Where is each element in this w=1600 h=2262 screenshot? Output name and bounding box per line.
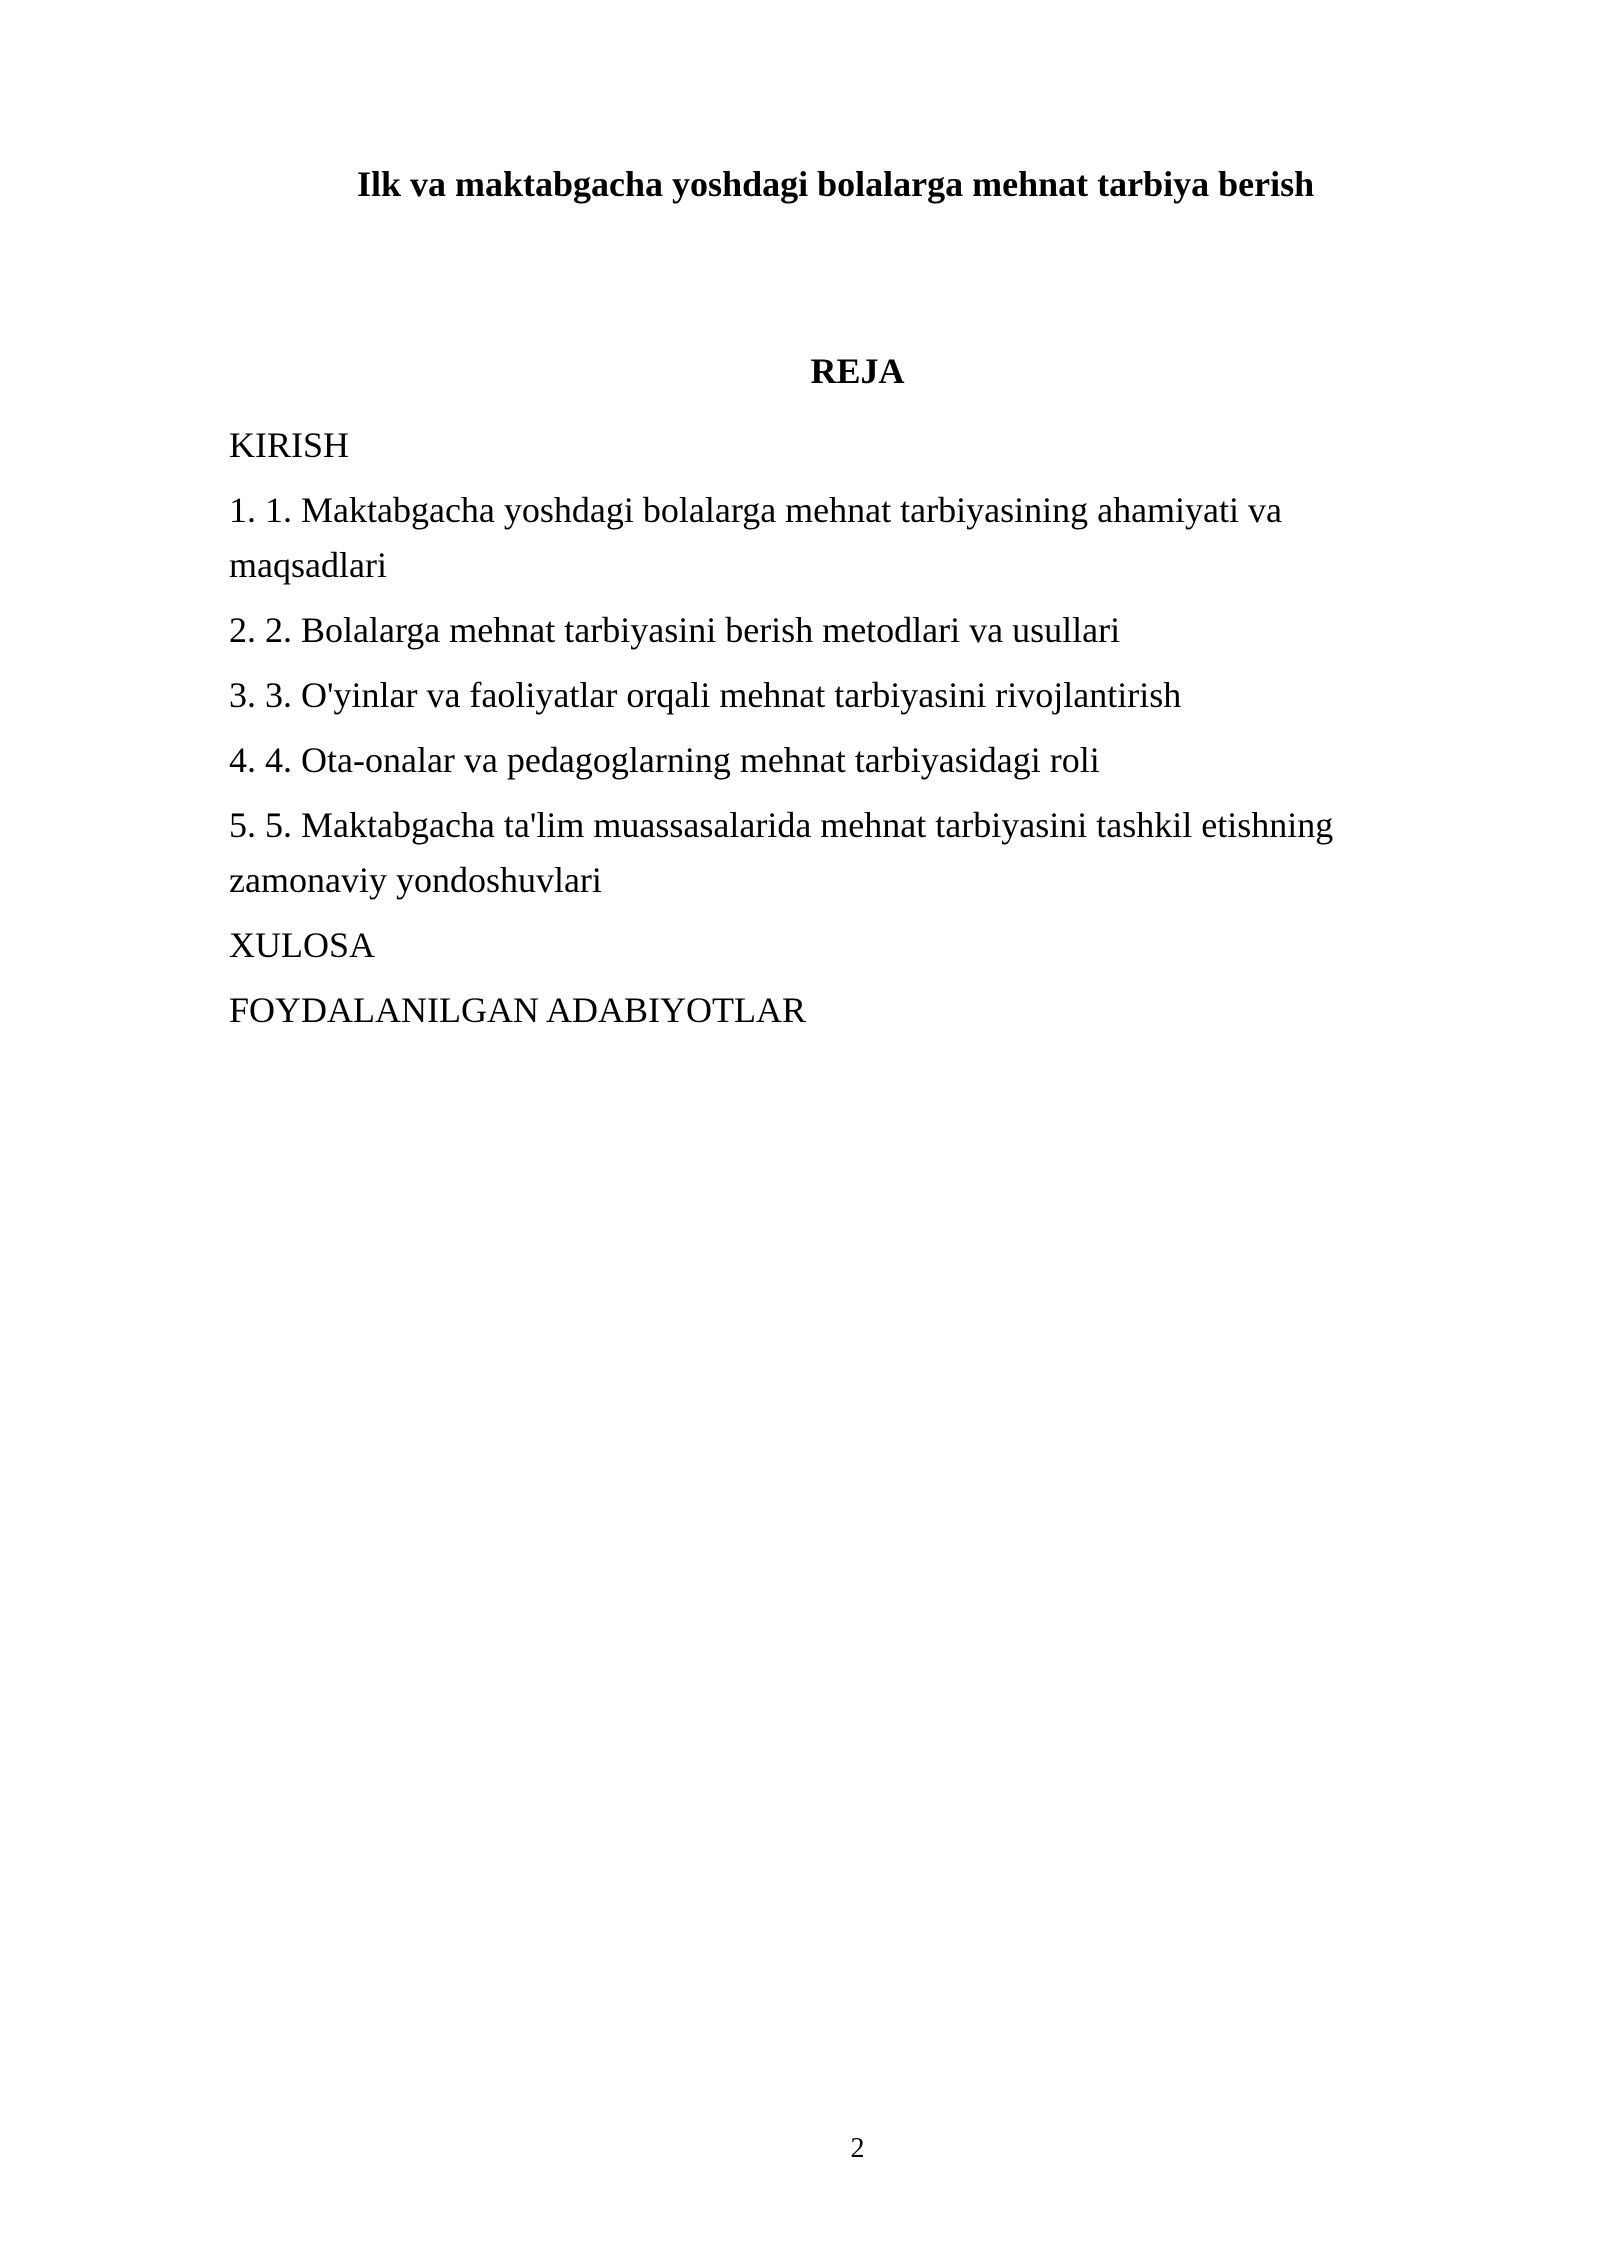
toc-entry-section-4: 4. 4. Ota-onalar va pedagoglarning mehnat tarbiyasidagi roli [229, 740, 1100, 780]
plan-heading: REJA [810, 351, 905, 391]
toc-entry-section-3: 3. 3. O'yinlar va faoliyatlar orqali mehnat tarbiyasini rivojlantirish [229, 675, 1182, 715]
toc-entry-introduction: KIRISH [229, 425, 350, 465]
page-number: 2 [850, 2133, 865, 2164]
table-of-contents [229, 418, 1409, 1048]
toc-entry-section-2: 2. 2. Bolalarga mehnat tarbiyasini berish metodlari va usullari [229, 610, 1121, 650]
document-title: Ilk va maktabgacha yoshdagi bolalarga mehnat tarbiya berish [357, 164, 1315, 204]
toc-entry-conclusion: XULOSA [229, 925, 376, 965]
toc-entry-section-5: 5. 5. Maktabgacha ta'lim muassasalarida mehnat tarbiyasini tashkil etishning zamonaviy yondoshuvlari [229, 805, 1334, 900]
toc-entry-section-1: 1. 1. Maktabgacha yoshdagi bolalarga mehnat tarbiyasining ahamiyati va maqsadlari [229, 490, 1283, 585]
toc-entry-references: FOYDALANILGAN ADABIYOTLAR [229, 990, 806, 1030]
